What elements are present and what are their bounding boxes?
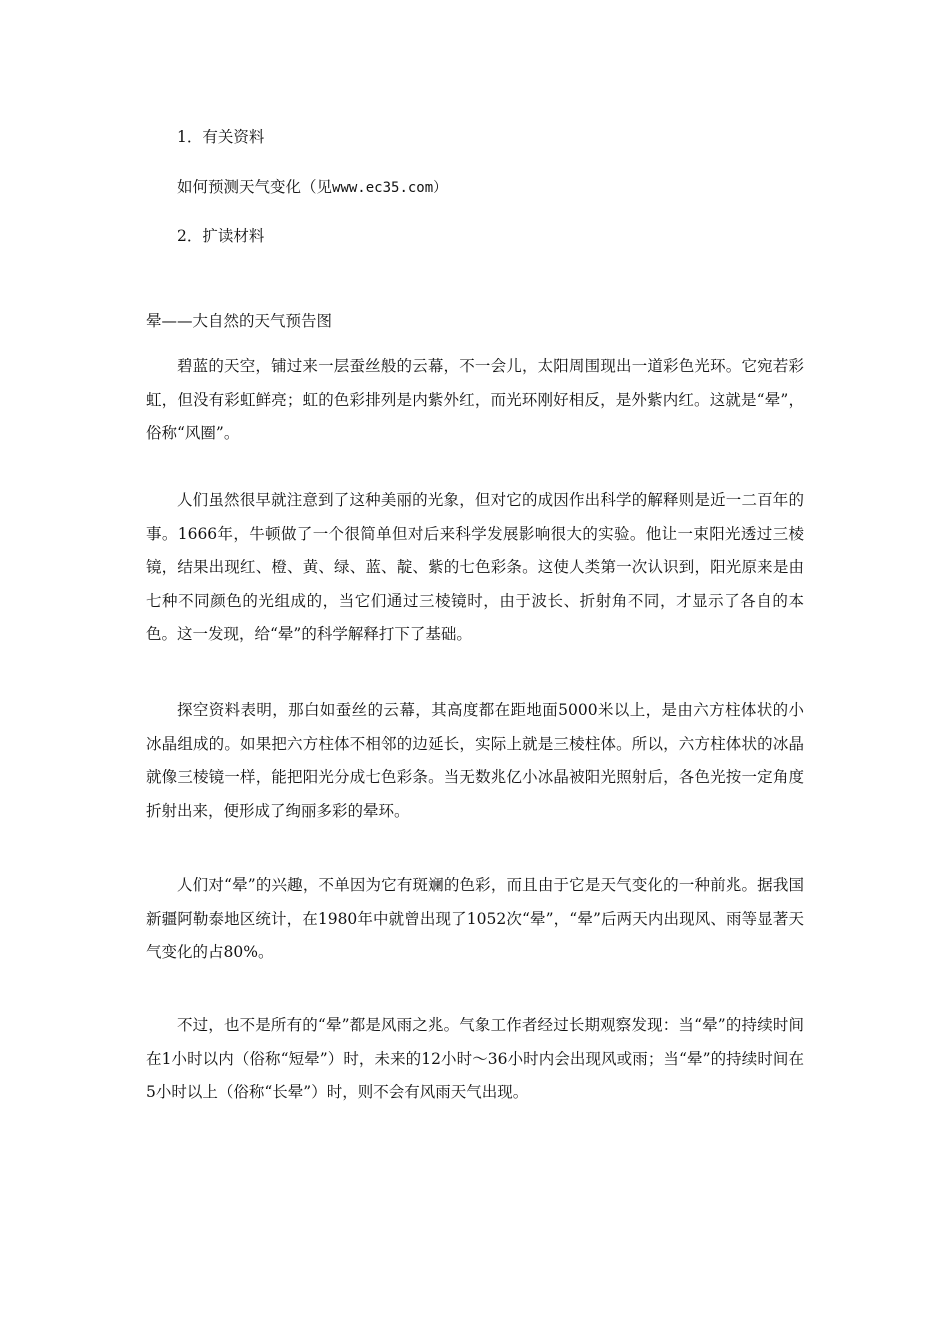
article-paragraph-1: 碧蓝的天空，铺过来一层蚕丝般的云幕，不一会儿，太阳周围现出一道彩色光环。它宛若彩虹，但没有彩虹鲜亮；虹的色彩排列是内紫外红，而光环刚好相反，是外紫内红。这就是“晕”，俗称“风圈”。: [146, 357, 804, 442]
article-paragraph-5: 不过，也不是所有的“晕”都是风雨之兆。气象工作者经过长期观察发现：当“晕”的持续时间在1小时以内（俗称“短晕”）时，未来的12小时～36小时内会出现风或雨；当“晕”的持续时间在5小时以上（俗称“长晕”）时，则不会有风雨天气出现。: [146, 1016, 804, 1101]
article-paragraph-3: 探空资料表明，那白如蚕丝的云幕，其高度都在距地面5000米以上，是由六方柱体状的小冰晶组成的。如果把六方柱体不相邻的边延长，实际上就是三棱柱体。所以，六方柱体状的冰晶就像三棱镜一样，能把阳光分成七色彩条。当无数兆亿小冰晶被阳光照射后，各色光按一定角度折射出来，便形成了绚丽多彩的晕环。: [146, 701, 804, 820]
article-title: 晕——大自然的天气预告图: [146, 312, 333, 330]
article-paragraph-4: 人们对“晕”的兴趣，不单因为它有斑斓的色彩，而且由于它是天气变化的一种前兆。据我国新疆阿勒泰地区统计，在1980年中就曾出现了1052次“晕”，“晕”后两天内出现风、雨等显著天气变化的占80%。: [146, 876, 804, 961]
reference-line: [177, 177, 447, 198]
section-heading-1: 1．有关资料: [177, 128, 265, 146]
reference-text: 如何预测天气变化（见: [177, 178, 333, 196]
section-heading-2: 2．扩读材料: [177, 227, 265, 245]
article-paragraph-2: 人们虽然很早就注意到了这种美丽的光象，但对它的成因作出科学的解释则是近一二百年的事。1666年，牛顿做了一个很简单但对后来科学发展影响很大的实验。他让一束阳光透过三棱镜，结果出现红、橙、黄、绿、蓝、靛、紫的七色彩条。这使人类第一次认识到，阳光原来是由七种不同颜色的光组成的，当它们通过三棱镜时，由于波长、折射角不同，才显示了各自的本色。这一发现，给“晕”的科学解释打下了基础。: [146, 491, 804, 643]
reference-link[interactable]: www.ec35.com）: [332, 180, 448, 196]
